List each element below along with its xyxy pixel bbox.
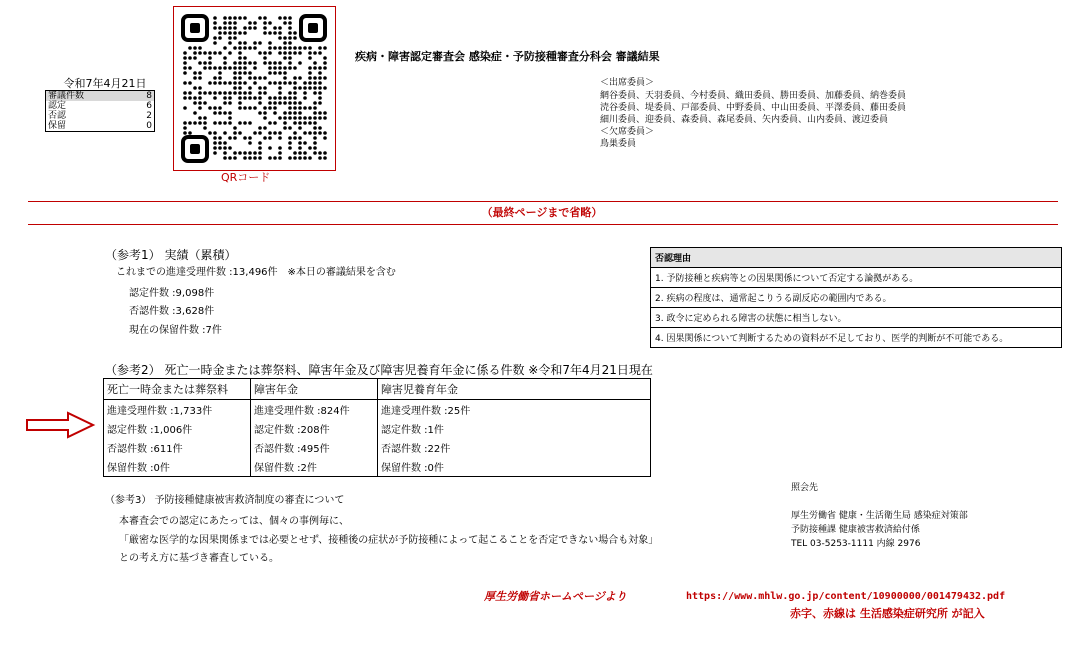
reason-item: 1. 予防接種と疾病等との因果関係について否定する論拠がある。 [651,268,1062,288]
attendee-line: ＜出席委員＞ [600,78,655,88]
qr-frame [173,6,336,171]
ref1-heading: （参考1） 実績（累積） [105,248,237,262]
ref1-line: 現在の保留件数 :7件 [129,325,222,336]
column-header: 障害児養育年金 [378,379,651,400]
source-label: 厚生労働省ホームページより [484,590,627,603]
table-cell: 進達受理件数 :1,733件 [104,400,251,420]
table-cell: 進達受理件数 :25件 [378,400,651,420]
summary-label: 否認 [48,111,67,121]
ref3-line: 本審査会での認定にあたっては、個々の事例毎に、 [119,516,349,527]
attendee-line: 鳥巣委員 [600,139,637,149]
attendee-line: 網谷委員、天羽委員、今村委員、織田委員、勝田委員、加藤委員、納巻委員 [600,91,907,101]
table-cell: 保留件数 :0件 [378,457,651,477]
attendee-line: 細川委員、迎委員、森委員、森尾委員、矢内委員、山内委員、渡辺委員 [600,115,889,125]
summary-value: 6 [146,101,152,111]
ref1-line: 認定件数 :9,098件 [129,288,215,299]
table-cell: 認定件数 :1件 [378,419,651,438]
column-header: 死亡一時金または葬祭料 [104,379,251,400]
summary-row [46,121,155,132]
ref3-line: との考え方に基づき審査している。 [119,553,279,564]
table-header-row [104,379,651,400]
summary-label: 認定 [48,101,67,111]
reasons-header: 否認理由 [651,248,1062,268]
page-title: 疾病・障害認定審査会 感染症・予防接種審査分科会 審議結果 [355,50,660,63]
ref3-line: 「厳密な医学的な因果関係までは必要とせず、接種後の症状が予防接種によって起こることを否定できない場合も対象」 [119,535,659,546]
table-row [104,419,651,438]
table-cell: 否認件数 :495件 [251,438,378,457]
summary-value: 0 [146,121,152,131]
benefit-counts-table [103,378,651,477]
contact-line: 厚生労働省 健康・生活衛生局 感染症対策部 [791,511,968,521]
ref3-heading: （参考3） 予防接種健康被害救済制度の審査について [105,495,345,506]
summary-row [46,91,155,102]
contact-line: 予防接種課 健康被害救済給付係 [791,525,920,535]
summary-label: 保留 [48,121,67,131]
reason-item: 4. 因果関係について判断するための資料が不足しており、医学的判断が不可能である。 [651,328,1062,348]
reason-item: 3. 政令に定められる障害の状態に相当しない。 [651,308,1062,328]
red-arrow-icon [26,410,96,440]
rejection-reasons-table [650,247,1062,348]
ref1-line: これまでの進達受理件数 :13,496件 ※本日の審議結果を含む [116,267,396,278]
summary-row [46,111,155,121]
table-row [104,400,651,420]
table-cell: 認定件数 :1,006件 [104,419,251,438]
column-header: 障害年金 [251,379,378,400]
table-cell: 進達受理件数 :824件 [251,400,378,420]
meeting-date: 令和7年4月21日 [63,77,147,90]
omitted-note: （最終ページまで省略） [481,206,603,219]
table-cell: 認定件数 :208件 [251,419,378,438]
source-url[interactable]: https://www.mhlw.go.jp/content/10900000/001479432.pdf [686,591,1006,602]
summary-value: 8 [146,91,152,101]
annotation-note: 赤字、赤線は 生活感染症研究所 が記入 [790,607,985,620]
contact-line: TEL 03-5253-1111 内線 2976 [791,539,921,549]
summary-table [45,90,155,132]
table-row [104,438,651,457]
qr-code-icon [174,7,335,170]
red-line-bottom [28,224,1058,225]
ref2-heading: （参考2） 死亡一時金または葬祭料、障害年金及び障害児養育年金に係る件数 ※令和7年4月21日現在 [105,363,653,377]
table-row [104,457,651,477]
table-cell: 保留件数 :0件 [104,457,251,477]
qr-label: QRコード [221,171,271,184]
summary-label: 審議件数 [48,91,85,101]
reason-item: 2. 疾病の程度は、通常起こりうる副反応の範囲内である。 [651,288,1062,308]
red-line-top [28,201,1058,202]
contact-label: 照会先 [791,483,819,493]
table-cell: 否認件数 :611件 [104,438,251,457]
table-cell: 保留件数 :2件 [251,457,378,477]
ref1-line: 否認件数 :3,628件 [129,306,215,317]
summary-value: 2 [146,111,152,121]
summary-row [46,101,155,111]
attendee-line: 涜谷委員、堤委員、戸部委員、中野委員、中山田委員、平澤委員、藤田委員 [600,103,907,113]
attendee-line: ＜欠席委員＞ [600,127,655,137]
table-cell: 否認件数 :22件 [378,438,651,457]
